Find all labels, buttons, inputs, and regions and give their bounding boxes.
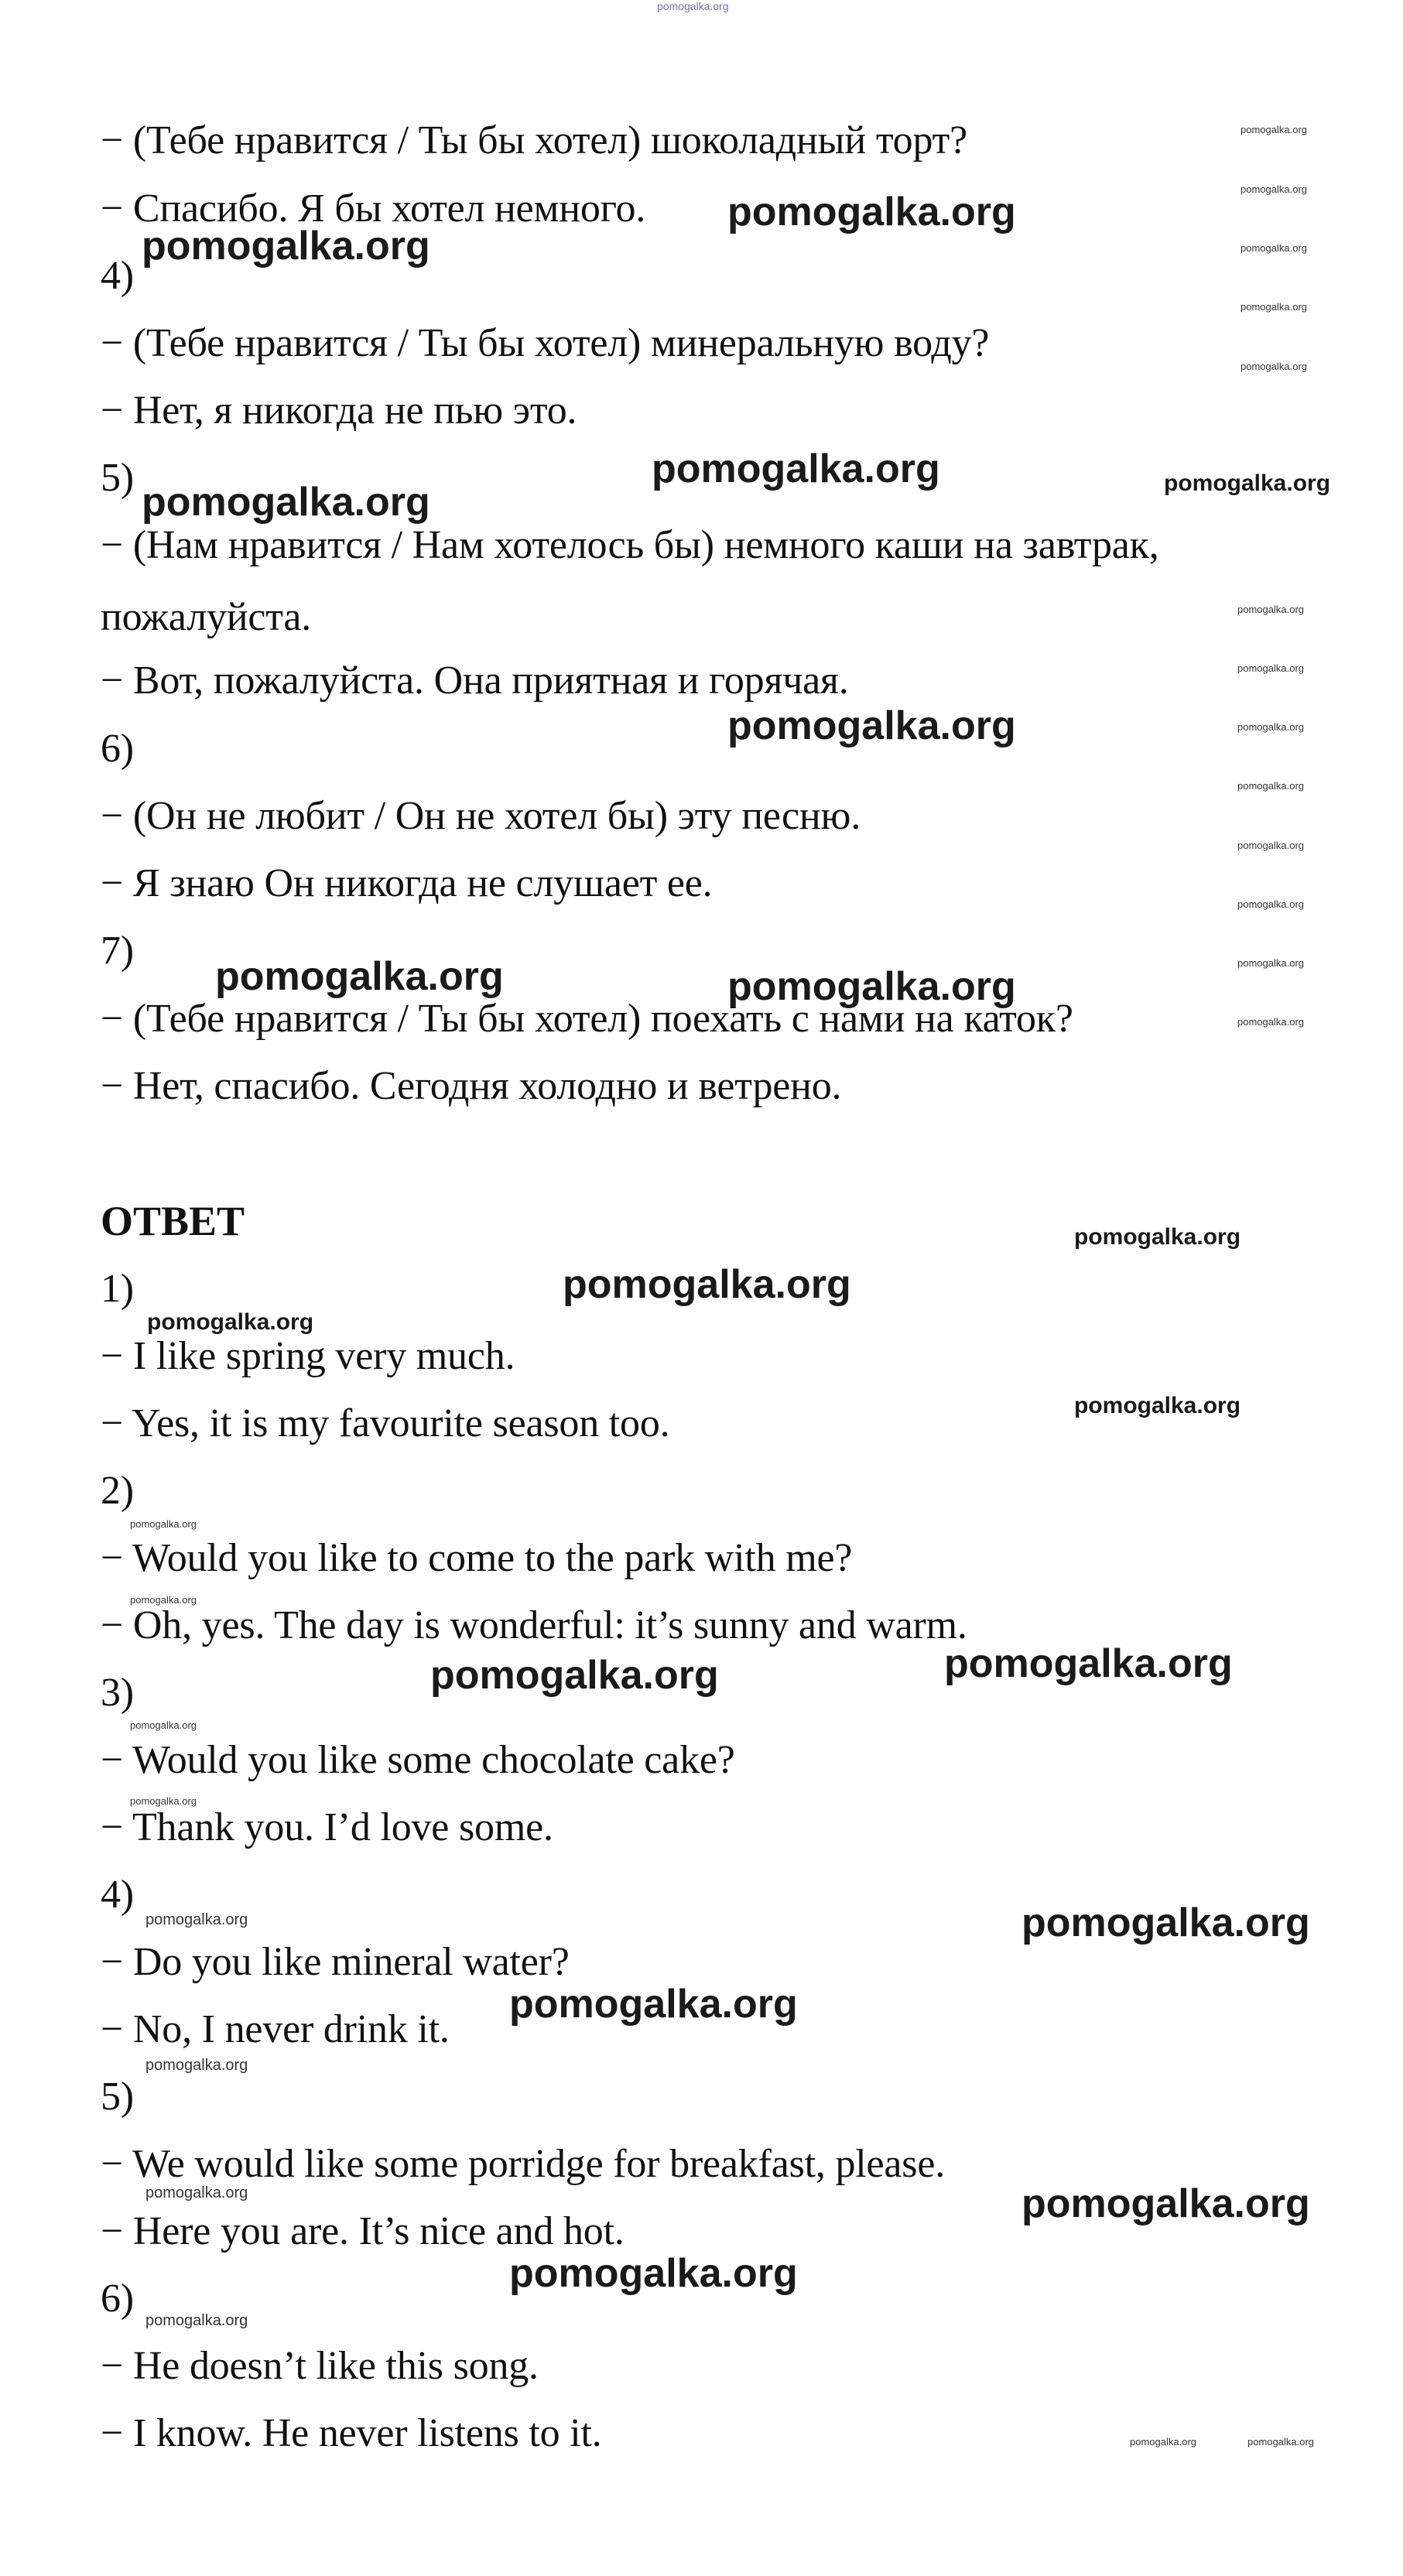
watermark: pomogalka.org bbox=[1237, 957, 1304, 969]
answer-item-number: 1) bbox=[101, 1267, 134, 1311]
answer-line: − He doesn’t like this song. bbox=[101, 2344, 539, 2388]
translation-line: − Нет, я никогда не пью это. bbox=[101, 388, 577, 433]
watermark: pomogalka.org bbox=[652, 446, 940, 491]
watermark: pomogalka.org bbox=[1164, 470, 1331, 496]
translation-line: − (Он не любит / Он не хотел бы) эту песню. bbox=[101, 794, 861, 838]
watermark: pomogalka.org bbox=[509, 2251, 798, 2296]
watermark: pomogalka.org bbox=[1240, 183, 1307, 195]
watermark: pomogalka.org bbox=[727, 964, 1016, 1009]
watermark: pomogalka.org bbox=[145, 1911, 248, 1928]
watermark: pomogalka.org bbox=[130, 1518, 197, 1530]
watermark: pomogalka.org bbox=[944, 1641, 1233, 1686]
watermark: pomogalka.org bbox=[1237, 840, 1304, 851]
watermark: pomogalka.org bbox=[145, 2184, 248, 2201]
site-header-watermark[interactable]: pomogalka.org bbox=[657, 0, 729, 12]
watermark: pomogalka.org bbox=[1237, 780, 1304, 792]
watermark: pomogalka.org bbox=[727, 703, 1016, 748]
answer-item-number: 4) bbox=[101, 1873, 134, 1917]
watermark: pomogalka.org bbox=[563, 1262, 851, 1307]
answer-line: − I like spring very much. bbox=[101, 1334, 515, 1378]
answer-item-number: 5) bbox=[101, 2075, 134, 2119]
watermark: pomogalka.org bbox=[1021, 1900, 1310, 1945]
translation-line: − Я знаю Он никогда не слушает ее. bbox=[101, 861, 713, 905]
watermark: pomogalka.org bbox=[130, 1594, 197, 1606]
answer-line: − I know. He never listens to it. bbox=[101, 2411, 602, 2455]
watermark: pomogalka.org bbox=[130, 1719, 197, 1731]
watermark: pomogalka.org bbox=[142, 224, 430, 269]
translation-item-number: 7) bbox=[101, 929, 134, 973]
watermark: pomogalka.org bbox=[1021, 2181, 1310, 2226]
translation-line: − Нет, спасибо. Сегодня холодно и ветрено. bbox=[101, 1064, 842, 1108]
answer-heading: ОТВЕТ bbox=[101, 1198, 245, 1244]
watermark: pomogalka.org bbox=[1240, 301, 1307, 313]
translation-item-number: 5) bbox=[101, 456, 134, 500]
watermark: pomogalka.org bbox=[130, 1795, 197, 1807]
answer-line: − Do you like mineral water? bbox=[101, 1940, 570, 1984]
answer-item-number: 6) bbox=[101, 2277, 134, 2321]
answer-line: − Would you like some chocolate cake? bbox=[101, 1738, 735, 1782]
watermark: pomogalka.org bbox=[1237, 604, 1304, 615]
translation-line: − Спасибо. Я бы хотел немного. bbox=[101, 186, 646, 231]
translation-line: − (Тебе нравится / Ты бы хотел) поехать с нами на каток? bbox=[101, 997, 1073, 1041]
answer-item-number: 2) bbox=[101, 1469, 134, 1513]
answer-line: − Here you are. It’s nice and hot. bbox=[101, 2209, 625, 2253]
watermark: pomogalka.org bbox=[1237, 1016, 1304, 1028]
watermark: pomogalka.org bbox=[1074, 1393, 1241, 1418]
watermark: pomogalka.org bbox=[1240, 361, 1307, 372]
watermark: pomogalka.org bbox=[142, 480, 430, 525]
watermark: pomogalka.org bbox=[145, 2057, 248, 2074]
answer-line: − Thank you. I’d love some. bbox=[101, 1805, 553, 1849]
translation-line: − Вот, пожалуйста. Она приятная и горячая. bbox=[101, 659, 849, 703]
watermark: pomogalka.org bbox=[215, 954, 504, 999]
translation-item-number: 6) bbox=[101, 727, 134, 771]
watermark: pomogalka.org bbox=[509, 1982, 798, 2027]
watermark: pomogalka.org bbox=[1237, 662, 1304, 674]
watermark: pomogalka.org bbox=[1074, 1224, 1241, 1250]
translation-line: пожалуйста. bbox=[101, 595, 312, 639]
translation-line: − (Тебе нравится / Ты бы хотел) минеральную воду? bbox=[101, 321, 990, 365]
answer-line: − Would you like to come to the park with me? bbox=[101, 1536, 853, 1580]
answer-line: − Yes, it is my favourite season too. bbox=[101, 1401, 670, 1445]
watermark: pomogalka.org bbox=[1247, 2436, 1314, 2448]
translation-line: − (Нам нравится / Нам хотелось бы) немного каши на завтрак, bbox=[101, 523, 1159, 567]
watermark: pomogalka.org bbox=[145, 2312, 248, 2329]
watermark: pomogalka.org bbox=[1240, 242, 1307, 254]
watermark: pomogalka.org bbox=[1237, 898, 1304, 910]
answer-line: − Oh, yes. The day is wonderful: it’s sunny and warm. bbox=[101, 1603, 967, 1647]
answer-item-number: 3) bbox=[101, 1671, 134, 1715]
watermark: pomogalka.org bbox=[1240, 124, 1307, 135]
answer-line: − No, I never drink it. bbox=[101, 2007, 450, 2051]
watermark: pomogalka.org bbox=[1130, 2436, 1196, 2448]
watermark: pomogalka.org bbox=[1237, 721, 1304, 733]
watermark: pomogalka.org bbox=[147, 1309, 314, 1335]
answer-line: − We would like some porridge for breakfast, please. bbox=[101, 2142, 945, 2186]
translation-item-number: 4) bbox=[101, 254, 134, 298]
watermark: pomogalka.org bbox=[430, 1653, 719, 1698]
watermark: pomogalka.org bbox=[727, 190, 1016, 234]
translation-line: − (Тебе нравится / Ты бы хотел) шоколадный торт? bbox=[101, 118, 967, 162]
